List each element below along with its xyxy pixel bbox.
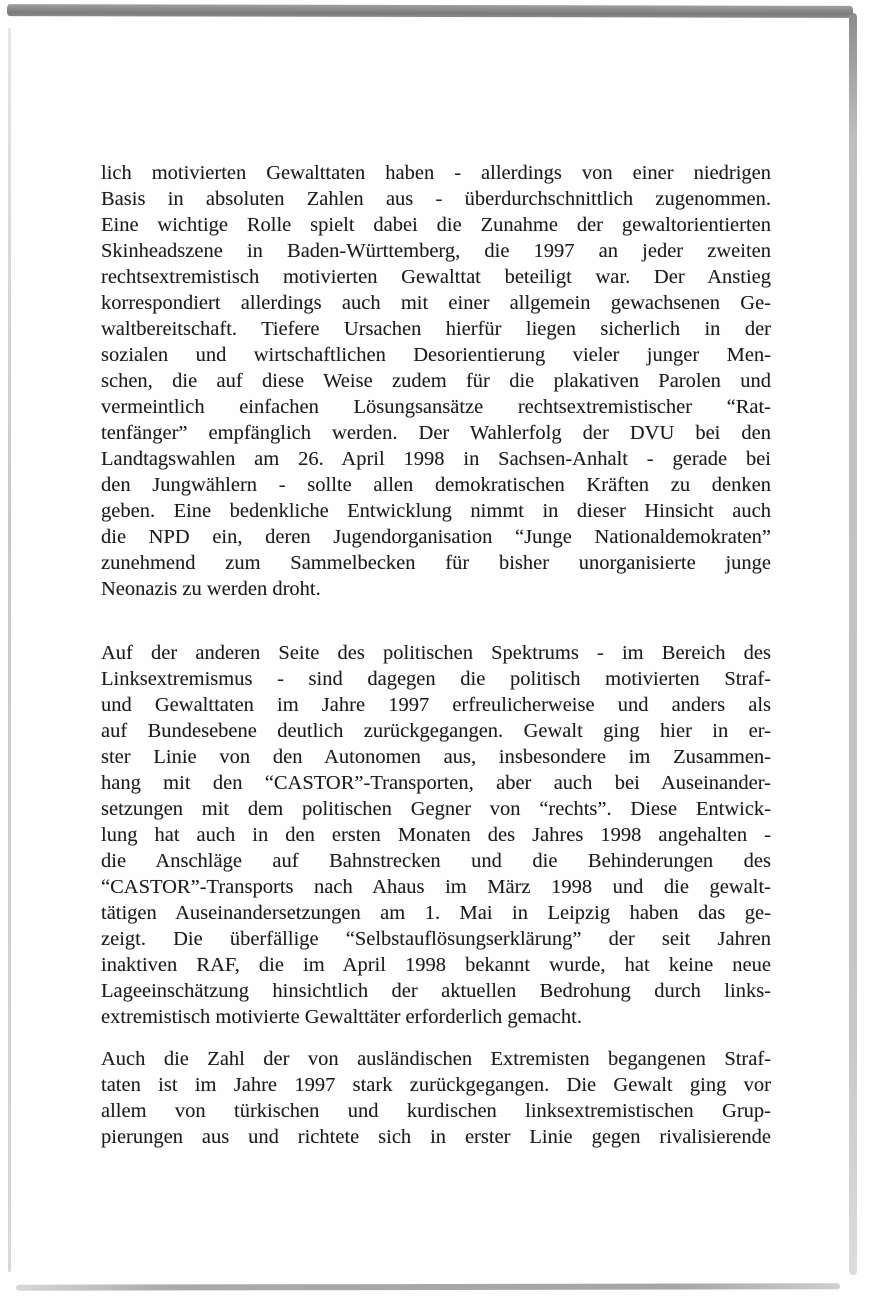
text-line: zunehmend zum Sammelbecken für bisher unorganisierte junge — [101, 552, 771, 574]
text-line: sozialen und wirtschaftlichen Desorientierung vieler junger Men- — [101, 344, 771, 366]
text-line: tätigen Auseinandersetzungen am 1. Mai in Leipzig haben das ge- — [101, 902, 771, 924]
text-line: Lageeinschätzung hinsichtlich der aktuellen Bedrohung durch links- — [101, 980, 771, 1002]
text-line: pierungen aus und richtete sich in erster Linie gegen rivalisierende — [101, 1126, 771, 1148]
text-line: zeigt. Die überfällige “Selbstauflösungserklärung” der seit Jahren — [101, 928, 771, 950]
text-line: die NPD ein, deren Jugendorganisation “Junge Nationaldemokraten” — [101, 526, 771, 548]
page-text — [101, 160, 771, 1150]
paragraph-rechtsextremismus — [101, 160, 771, 602]
text-line: Eine wichtige Rolle spielt dabei die Zunahme der gewaltorientierten — [101, 214, 771, 236]
text-line: und Gewalttaten im Jahre 1997 erfreulicherweise und anders als — [101, 694, 771, 716]
scan-top-edge — [7, 4, 853, 18]
text-line: die Anschläge auf Bahnstrecken und die Behinderungen des — [101, 850, 771, 872]
scan-bottom-edge — [16, 1283, 840, 1290]
text-line: hang mit den “CASTOR”-Transporten, aber auch bei Auseinander- — [101, 772, 771, 794]
text-line: Basis in absoluten Zahlen aus - überdurchschnittlich zugenommen. — [101, 188, 771, 210]
text-line: vermeintlich einfachen Lösungsansätze rechtsextremistischer “Rat- — [101, 396, 771, 418]
paragraph-linksextremismus — [101, 640, 771, 1030]
text-line: waltbereitschaft. Tiefere Ursachen hierfür liegen sicherlich in der — [101, 318, 771, 340]
text-line: geben. Eine bedenkliche Entwicklung nimmt in dieser Hinsicht auch — [101, 500, 771, 522]
text-line: den Jungwählern - sollte allen demokratischen Kräften zu denken — [101, 474, 771, 496]
text-line: lung hat auch in den ersten Monaten des Jahres 1998 angehalten - — [101, 824, 771, 846]
text-line: inaktiven RAF, die im April 1998 bekannt wurde, hat keine neue — [101, 954, 771, 976]
text-line: “CASTOR”-Transports nach Ahaus im März 1998 und die gewalt- — [101, 876, 771, 898]
text-line: Linksextremismus - sind dagegen die politisch motivierten Straf- — [101, 668, 771, 690]
text-line: Auf der anderen Seite des politischen Spektrums - im Bereich des — [101, 642, 771, 664]
text-line: extremistisch motivierte Gewalttäter erforderlich gemacht. — [101, 1006, 582, 1028]
paragraph-auslaenderextremismus — [101, 1046, 771, 1150]
text-line: korrespondiert allerdings auch mit einer allgemein gewachsenen Ge- — [101, 292, 771, 314]
text-line: tenfänger” empfänglich werden. Der Wahlerfolg der DVU bei den — [101, 422, 771, 444]
text-line: Neonazis zu werden droht. — [101, 578, 321, 600]
text-line: auf Bundesebene deutlich zurückgegangen. Gewalt ging hier in er- — [101, 720, 771, 742]
text-line: setzungen mit dem politischen Gegner von “rechts”. Diese Entwick- — [101, 798, 771, 820]
scan-left-edge — [8, 28, 11, 1272]
text-line: Landtagswahlen am 26. April 1998 in Sachsen-Anhalt - gerade bei — [101, 448, 771, 470]
text-line: schen, die auf diese Weise zudem für die plakativen Parolen und — [101, 370, 771, 392]
text-line: lich motivierten Gewalttaten haben - allerdings von einer niedrigen — [101, 162, 771, 184]
text-line: Auch die Zahl der von ausländischen Extremisten begangenen Straf- — [101, 1048, 771, 1070]
text-line: rechtsextremistisch motivierten Gewalttat beteiligt war. Der Anstieg — [101, 266, 771, 288]
text-line: Skinheadszene in Baden-Württemberg, die 1997 an jeder zweiten — [101, 240, 771, 262]
text-line: allem von türkischen und kurdischen linksextremistischen Grup- — [101, 1100, 771, 1122]
scan-right-edge — [849, 13, 857, 1275]
text-line: ster Linie von den Autonomen aus, insbesondere im Zusammen- — [101, 746, 771, 768]
text-line: taten ist im Jahre 1997 stark zurückgegangen. Die Gewalt ging vor — [101, 1074, 771, 1096]
